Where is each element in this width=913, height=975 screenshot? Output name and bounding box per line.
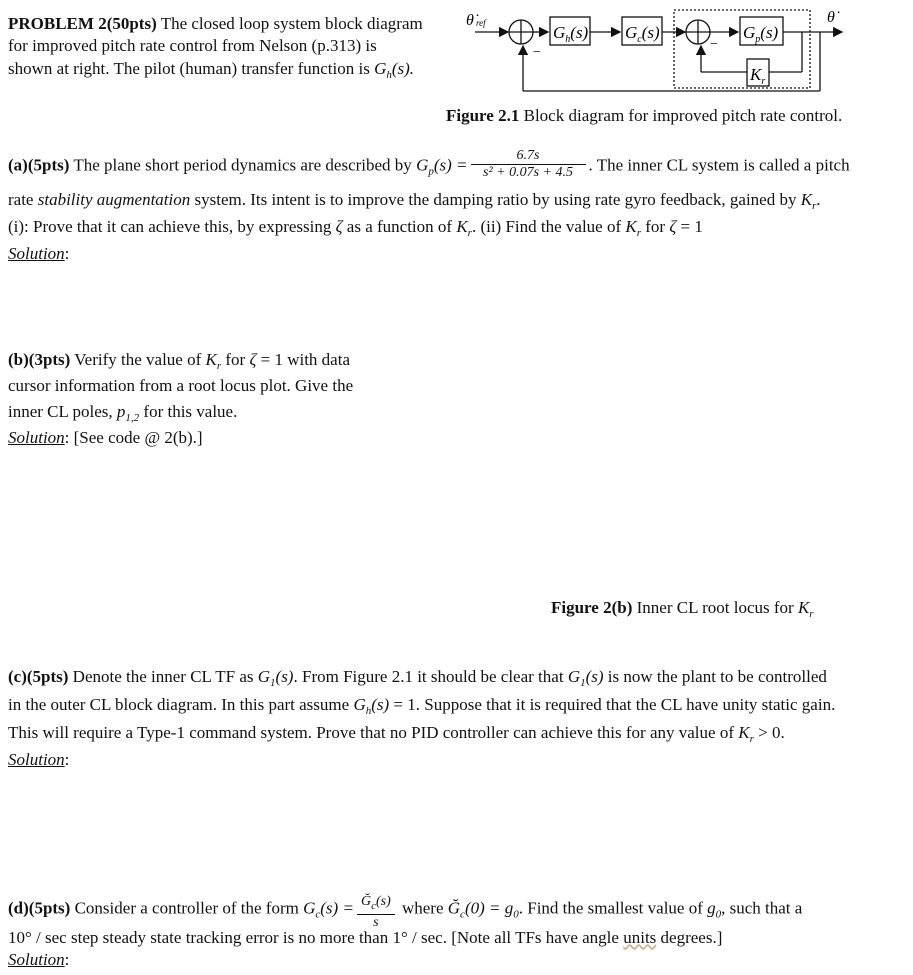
text: shown at right. The pilot (human) transfer function is bbox=[8, 59, 375, 78]
caption-text: Inner CL root locus for bbox=[632, 598, 798, 617]
math: Ğ bbox=[447, 898, 461, 918]
part-d-line-2 bbox=[8, 928, 722, 948]
text: . bbox=[816, 190, 821, 209]
part-b-line-1 bbox=[8, 350, 350, 376]
block-gh: $G_h(s)$ bbox=[553, 23, 589, 45]
problem-title: PROBLEM 2(50pts) bbox=[8, 14, 157, 33]
part-a-solution: Solution: bbox=[8, 244, 70, 263]
math: K bbox=[625, 217, 637, 236]
part-label: (a)(5pts) bbox=[8, 155, 70, 175]
math-sub: c bbox=[460, 908, 465, 921]
math-sub: 1 bbox=[580, 677, 586, 689]
text: . From Figure 2.1 it should be clear that bbox=[293, 667, 568, 686]
text: for bbox=[641, 217, 670, 236]
block-kr: $K_r$ bbox=[750, 65, 766, 87]
math-sub: r bbox=[467, 227, 472, 239]
math: G bbox=[416, 155, 429, 175]
input-sub: ref bbox=[476, 18, 486, 28]
math: ζ bbox=[249, 350, 257, 369]
part-a-line-1 bbox=[8, 148, 850, 181]
figure-2-1-caption bbox=[446, 106, 842, 126]
math: (s) = bbox=[320, 898, 354, 918]
text-italic: stability augmentation bbox=[37, 190, 191, 209]
text: > 0. bbox=[753, 723, 785, 742]
block-gc: $G_c(s)$ bbox=[625, 23, 660, 45]
part-a-line-3 bbox=[8, 217, 703, 243]
math: K bbox=[205, 350, 217, 369]
math: (0) = g bbox=[464, 898, 514, 918]
part-c-line-1 bbox=[8, 667, 827, 693]
part-c-solution: Solution: bbox=[8, 750, 70, 769]
text: for bbox=[221, 350, 250, 369]
text: with data bbox=[282, 350, 350, 369]
text: = 1. Suppose that it is required that the CL have unity static gain. bbox=[389, 695, 836, 714]
math: = 1 bbox=[676, 217, 703, 236]
text: degrees.] bbox=[656, 928, 723, 947]
math: (s). bbox=[391, 59, 415, 78]
math-sub: r bbox=[749, 733, 754, 745]
part-label: (d)(5pts) bbox=[8, 898, 71, 918]
math: (s) = bbox=[433, 155, 468, 175]
text: where bbox=[397, 898, 448, 918]
solution-label: Solution bbox=[8, 750, 65, 769]
part-label: (c)(5pts) bbox=[8, 667, 69, 686]
part-b-solution bbox=[8, 428, 203, 448]
minus-sign-outer: − bbox=[533, 45, 541, 60]
gc-fraction bbox=[357, 894, 395, 931]
output-label: θ̇ bbox=[827, 9, 835, 26]
part-c-line-3 bbox=[8, 723, 785, 749]
block-gp: $G_p(s)$ bbox=[743, 23, 779, 45]
numerator bbox=[357, 894, 395, 915]
math-sub: 1 bbox=[270, 677, 276, 689]
math: G bbox=[353, 695, 366, 714]
math-sub: c bbox=[315, 908, 321, 921]
part-a-line-2 bbox=[8, 190, 821, 216]
text: , such that a bbox=[721, 898, 803, 918]
denominator: s² + 0.07s + 4.5 bbox=[483, 165, 574, 180]
text: as a function of bbox=[342, 217, 457, 236]
math: Ğ bbox=[360, 894, 372, 909]
math-sub: r bbox=[812, 200, 817, 212]
text: This will require a Type-1 command system. Prove that no PID controller can achieve this for any value of bbox=[8, 723, 739, 742]
math: p bbox=[116, 402, 126, 421]
text: . Find the smallest value of bbox=[518, 898, 708, 918]
text: step steady state tracking error is no more than bbox=[66, 928, 393, 947]
numerator: 6.7s bbox=[471, 148, 586, 165]
part-b-line-3 bbox=[8, 402, 237, 428]
math-sub: r bbox=[216, 360, 222, 372]
math: 10° / sec bbox=[8, 928, 67, 947]
text: The plane short period dynamics are described by bbox=[69, 155, 417, 175]
math-sub: h bbox=[386, 69, 392, 81]
math: G bbox=[374, 59, 387, 78]
math: g bbox=[707, 898, 716, 918]
part-c-line-2 bbox=[8, 695, 835, 721]
math-sub: c bbox=[371, 900, 376, 912]
math: (s) bbox=[585, 667, 604, 686]
text: is now the plant to be controlled bbox=[603, 667, 827, 686]
math: K bbox=[738, 723, 750, 742]
text: in the outer CL block diagram. In this part assume bbox=[8, 695, 354, 714]
math-sub: r bbox=[636, 227, 642, 239]
text: Verify the value of bbox=[70, 350, 206, 369]
math: = 1 bbox=[256, 350, 283, 369]
math-sub: 1,2 bbox=[125, 412, 140, 424]
text: . The inner CL system is called a pitch bbox=[588, 155, 850, 175]
figure-2b-caption bbox=[551, 598, 814, 624]
math: (s) bbox=[375, 894, 391, 909]
math: G bbox=[567, 667, 581, 686]
gp-fraction bbox=[471, 148, 586, 181]
math: G bbox=[303, 898, 316, 918]
text: The closed loop system block diagram bbox=[156, 14, 423, 33]
text: . (ii) Find the value of bbox=[471, 217, 626, 236]
solution-label: Solution bbox=[8, 428, 65, 447]
solution-label: Solution bbox=[8, 244, 65, 263]
part-d-solution: Solution: bbox=[8, 950, 70, 969]
problem-line-3 bbox=[8, 59, 414, 85]
math: K bbox=[797, 598, 810, 617]
part-d-line-1 bbox=[8, 888, 802, 931]
math-sub: h bbox=[365, 705, 372, 717]
math: K bbox=[800, 190, 813, 209]
math-sub: 0 bbox=[513, 908, 519, 921]
math: G bbox=[257, 667, 271, 686]
text: (i): Prove that it can achieve this, by expressing bbox=[8, 217, 336, 236]
math-sub: p bbox=[428, 165, 434, 178]
denominator: s bbox=[373, 915, 379, 930]
text: . [Note all TFs have angle bbox=[442, 928, 624, 947]
math-sub: 0 bbox=[715, 908, 722, 921]
caption-label: Figure 2(b) bbox=[551, 598, 633, 617]
block-diagram bbox=[440, 0, 913, 100]
math: ζ bbox=[669, 217, 677, 236]
math: 1° / sec bbox=[392, 928, 443, 947]
text: rate bbox=[8, 190, 38, 209]
text: : [See code @ 2(b).] bbox=[64, 428, 203, 447]
part-label: (b)(3pts) bbox=[8, 350, 71, 369]
math: (s) bbox=[275, 667, 294, 686]
math-sub: r bbox=[809, 608, 814, 620]
math: (s) bbox=[371, 695, 390, 714]
part-b-line-2: cursor information from a root locus plot. Give the bbox=[8, 376, 354, 395]
text: for this value. bbox=[139, 402, 238, 421]
caption-text: Block diagram for improved pitch rate control. bbox=[519, 106, 843, 125]
caption-label: Figure 2.1 bbox=[446, 106, 520, 125]
solution-label: Solution bbox=[8, 950, 65, 969]
minus-sign-inner: − bbox=[710, 37, 718, 52]
input-label: θ̇ bbox=[466, 12, 474, 29]
problem-line-2: for improved pitch rate control from Nelson (p.313) is bbox=[8, 36, 377, 55]
spellcheck-word: units bbox=[623, 928, 657, 947]
math: ζ bbox=[335, 217, 343, 236]
text: system. Its intent is to improve the damping ratio by using rate gyro feedback, gained by bbox=[190, 190, 801, 209]
text: Consider a controller of the form bbox=[70, 898, 304, 918]
text: Denote the inner CL TF as bbox=[68, 667, 258, 686]
text: inner CL poles, bbox=[8, 402, 117, 421]
math: K bbox=[456, 217, 468, 236]
problem-line-1 bbox=[8, 14, 423, 34]
